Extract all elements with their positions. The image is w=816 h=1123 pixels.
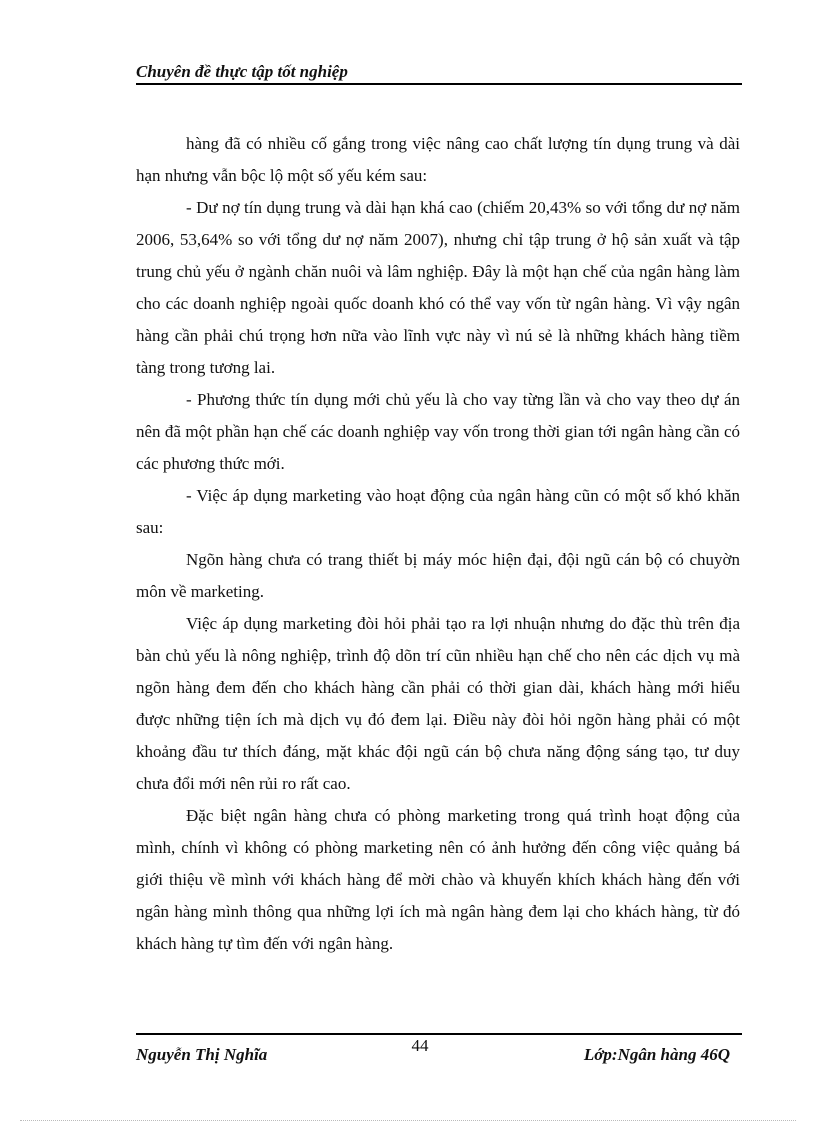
- page-header-title: Chuyên đề thực tập tốt nghiệp: [136, 62, 348, 81]
- paragraph-outstanding-loans: - Dư nợ tín dụng trung và dài hạn khá cao (chiếm 20,43% so với tổng dư nợ năm 2006, 53,64% so với tổng dư nợ năm 2007), nhưng chỉ tập trung ở hộ sản xuất và tập trung chủ yếu ở ngành chăn nuôi và lâm nghiệp. Đây là một hạn chế của ngân hàng làm cho các doanh nghiệp ngoài quốc doanh khó có thể vay vốn từ ngân hàng. Vì vậy ngân hàng cần phải chú trọng hơn nữa vào lĩnh vực này vì nú sẻ là những khách hàng tiềm tàng trong tương lai.: [136, 198, 740, 377]
- paragraph-marketing-difficulties: - Việc áp dụng marketing vào hoạt động của ngân hàng cũn có một số khó khăn sau:: [136, 486, 740, 537]
- footer-class-label: Lớp:Ngân hàng 46Q: [583, 1045, 730, 1064]
- paragraph-equipment: Ngõn hàng chưa có trang thiết bị máy móc hiện đại, đội ngũ cán bộ có chuyờn môn về marketing.: [136, 550, 740, 601]
- paragraph-no-marketing-department: Đặc biệt ngân hàng chưa có phòng marketing trong quá trình hoạt động của mình, chính vì không có phòng marketing nên có ảnh hưởng đến công việc quảng bá giới thiệu về mình với khách hàng để mời chào và khuyến khích khách hàng đến với ngân hàng mình thông qua những lợi ích mà ngân hàng đem lại cho khách hàng, từ đó khách hàng tự tìm đến với ngân hàng.: [136, 806, 740, 953]
- paragraph-credit-methods: - Phương thức tín dụng mới chủ yếu là cho vay từng lần và cho vay theo dự án nên đã một phần hạn chế các doanh nghiệp vay vốn trong thời gian tới ngân hàng cần có các phương thức mới.: [136, 390, 740, 473]
- paragraph-profit-requirements: Việc áp dụng marketing đòi hỏi phải tạo ra lợi nhuận nhưng do đặc thù trên địa bàn chủ yếu là nông nghiệp, trình độ dõn trí cũn nhiều hạn chế cho nên các dịch vụ mà ngõn hàng đem đến cho khách hàng cần phải có thời gian dài, khách hàng mới hiểu được những tiện ích mà dịch vụ đó đem lại. Điều này đòi hỏi ngõn hàng phải có một khoảng đầu tư thích đáng, mặt khác đội ngũ cán bộ chưa năng động sáng tạo, tư duy chưa đổi mới nên rủi ro rất cao.: [136, 614, 740, 793]
- document-body: [136, 128, 740, 960]
- footer-author: Nguyễn Thị Nghĩa: [136, 1045, 268, 1064]
- paragraph-continuation: hàng đã có nhiều cố gắng trong việc nâng cao chất lượng tín dụng trung và dài hạn nhưng vẫn bộc lộ một số yếu kém sau:: [136, 134, 740, 185]
- page-bottom-border: [20, 1120, 796, 1121]
- header-divider: [136, 83, 742, 85]
- footer-divider: [136, 1033, 742, 1035]
- page-number: 44: [411, 1036, 429, 1055]
